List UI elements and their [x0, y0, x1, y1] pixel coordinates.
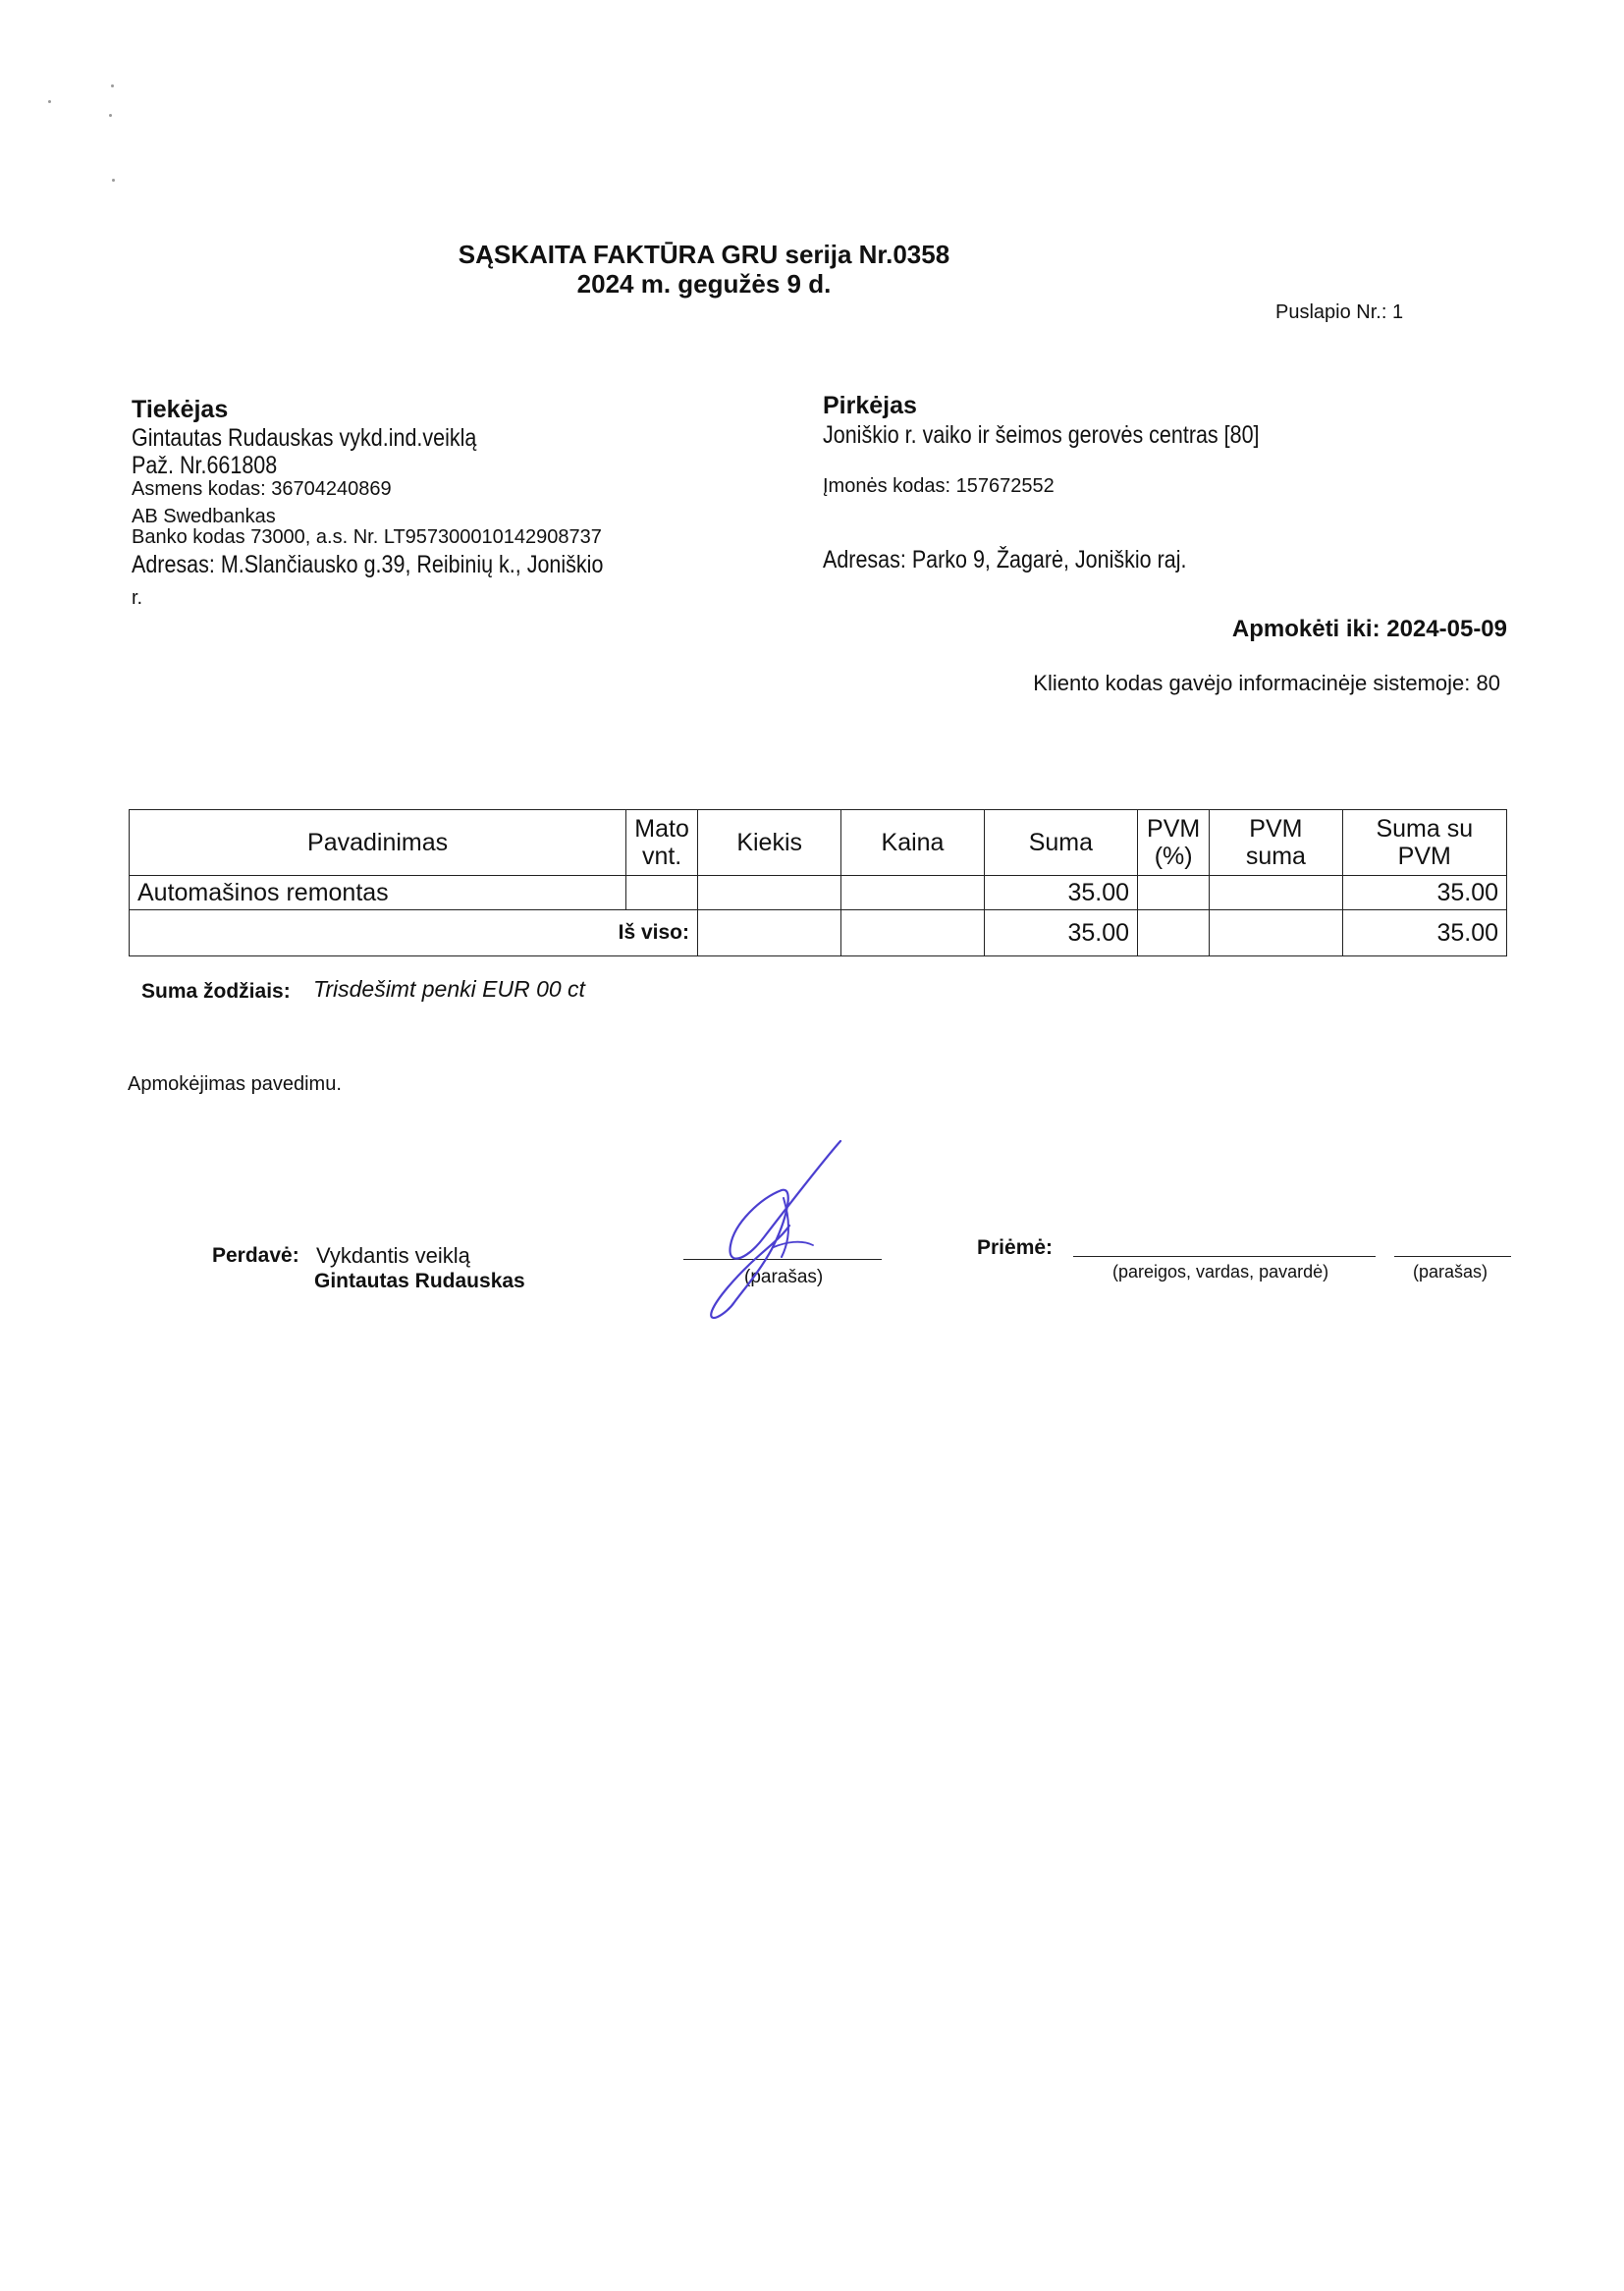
received-label: Priėmė: — [977, 1236, 1054, 1259]
cell-name: Automašinos remontas — [130, 876, 626, 910]
totals-vat-sum — [1210, 910, 1342, 956]
supplier-personal-code: Asmens kodas: 36704240869 — [132, 478, 392, 500]
totals-qty — [697, 910, 840, 956]
table-header-row — [130, 810, 1507, 876]
payment-method: Apmokėjimas pavedimu. — [128, 1073, 342, 1095]
table-totals-row — [130, 910, 1507, 956]
supplier-paz-nr: Paž. Nr.661808 — [132, 452, 278, 479]
client-code: Kliento kodas gavėjo informacinėje sistemoje: 80 — [1033, 671, 1500, 695]
amount-words-value: Trisdešimt penki EUR 00 ct — [313, 976, 585, 1002]
cell-qty — [697, 876, 840, 910]
cell-sum: 35.00 — [984, 876, 1137, 910]
supplier-heading: Tiekėjas — [132, 396, 229, 423]
buyer-name: Joniškio r. vaiko ir šeimos gerovės centras [80] — [823, 421, 1260, 449]
cell-unit — [626, 876, 698, 910]
handed-label: Perdavė: — [212, 1244, 299, 1267]
buyer-heading: Pirkėjas — [823, 392, 917, 419]
supplier-address: Adresas: M.Slančiausko g.39, Reibinių k., Joniškio — [132, 551, 604, 578]
supplier-address-cont: r. — [132, 587, 143, 609]
cell-total: 35.00 — [1342, 876, 1506, 910]
header-vat-sum: PVM suma — [1210, 810, 1342, 876]
handed-name: Gintautas Rudauskas — [314, 1270, 525, 1292]
handed-role: Vykdantis veiklą — [316, 1243, 470, 1268]
received-caption-name: (pareigos, vardas, pavardė) — [1112, 1262, 1329, 1282]
table-row — [130, 876, 1507, 910]
supplier-signature-caption: (parašas) — [744, 1267, 824, 1287]
invoice-title-block — [0, 240, 1624, 299]
invoice-date: 2024 m. gegužės 9 d. — [576, 269, 832, 299]
page-number: Puslapio Nr.: 1 — [1275, 301, 1404, 323]
totals-vat-pct — [1138, 910, 1210, 956]
totals-sum: 35.00 — [984, 910, 1137, 956]
invoice-title: SĄSKAITA FAKTŪRA GRU serija Nr.0358 — [458, 240, 950, 269]
cell-vat-pct — [1138, 876, 1210, 910]
header-unit: Mato vnt. — [626, 810, 698, 876]
invoice-table — [129, 809, 1507, 956]
header-price: Kaina — [841, 810, 984, 876]
supplier-bank: AB Swedbankas — [132, 506, 276, 527]
totals-label: Iš viso: — [130, 910, 698, 956]
totals-total: 35.00 — [1342, 910, 1506, 956]
cell-vat-sum — [1210, 876, 1342, 910]
totals-price — [841, 910, 984, 956]
supplier-bank-account: Banko kodas 73000, a.s. Nr. LT957300010142908737 — [132, 526, 602, 548]
received-signature-line — [1394, 1256, 1511, 1257]
supplier-name: Gintautas Rudauskas vykd.ind.veiklą — [132, 424, 477, 452]
amount-words-label: Suma žodžiais: — [141, 980, 291, 1003]
header-qty: Kiekis — [697, 810, 840, 876]
cell-price — [841, 876, 984, 910]
buyer-company-code: Įmonės kodas: 157672552 — [823, 475, 1055, 497]
buyer-address: Adresas: Parko 9, Žagarė, Joniškio raj. — [823, 546, 1187, 573]
header-name: Pavadinimas — [130, 810, 626, 876]
handwritten-signature — [687, 1129, 884, 1326]
received-name-line — [1073, 1256, 1376, 1257]
header-vat-pct: PVM (%) — [1138, 810, 1210, 876]
header-sum: Suma — [984, 810, 1137, 876]
received-caption-signature: (parašas) — [1413, 1262, 1489, 1282]
payment-due: Apmokėti iki: 2024-05-09 — [1231, 616, 1507, 642]
header-total: Suma su PVM — [1342, 810, 1506, 876]
